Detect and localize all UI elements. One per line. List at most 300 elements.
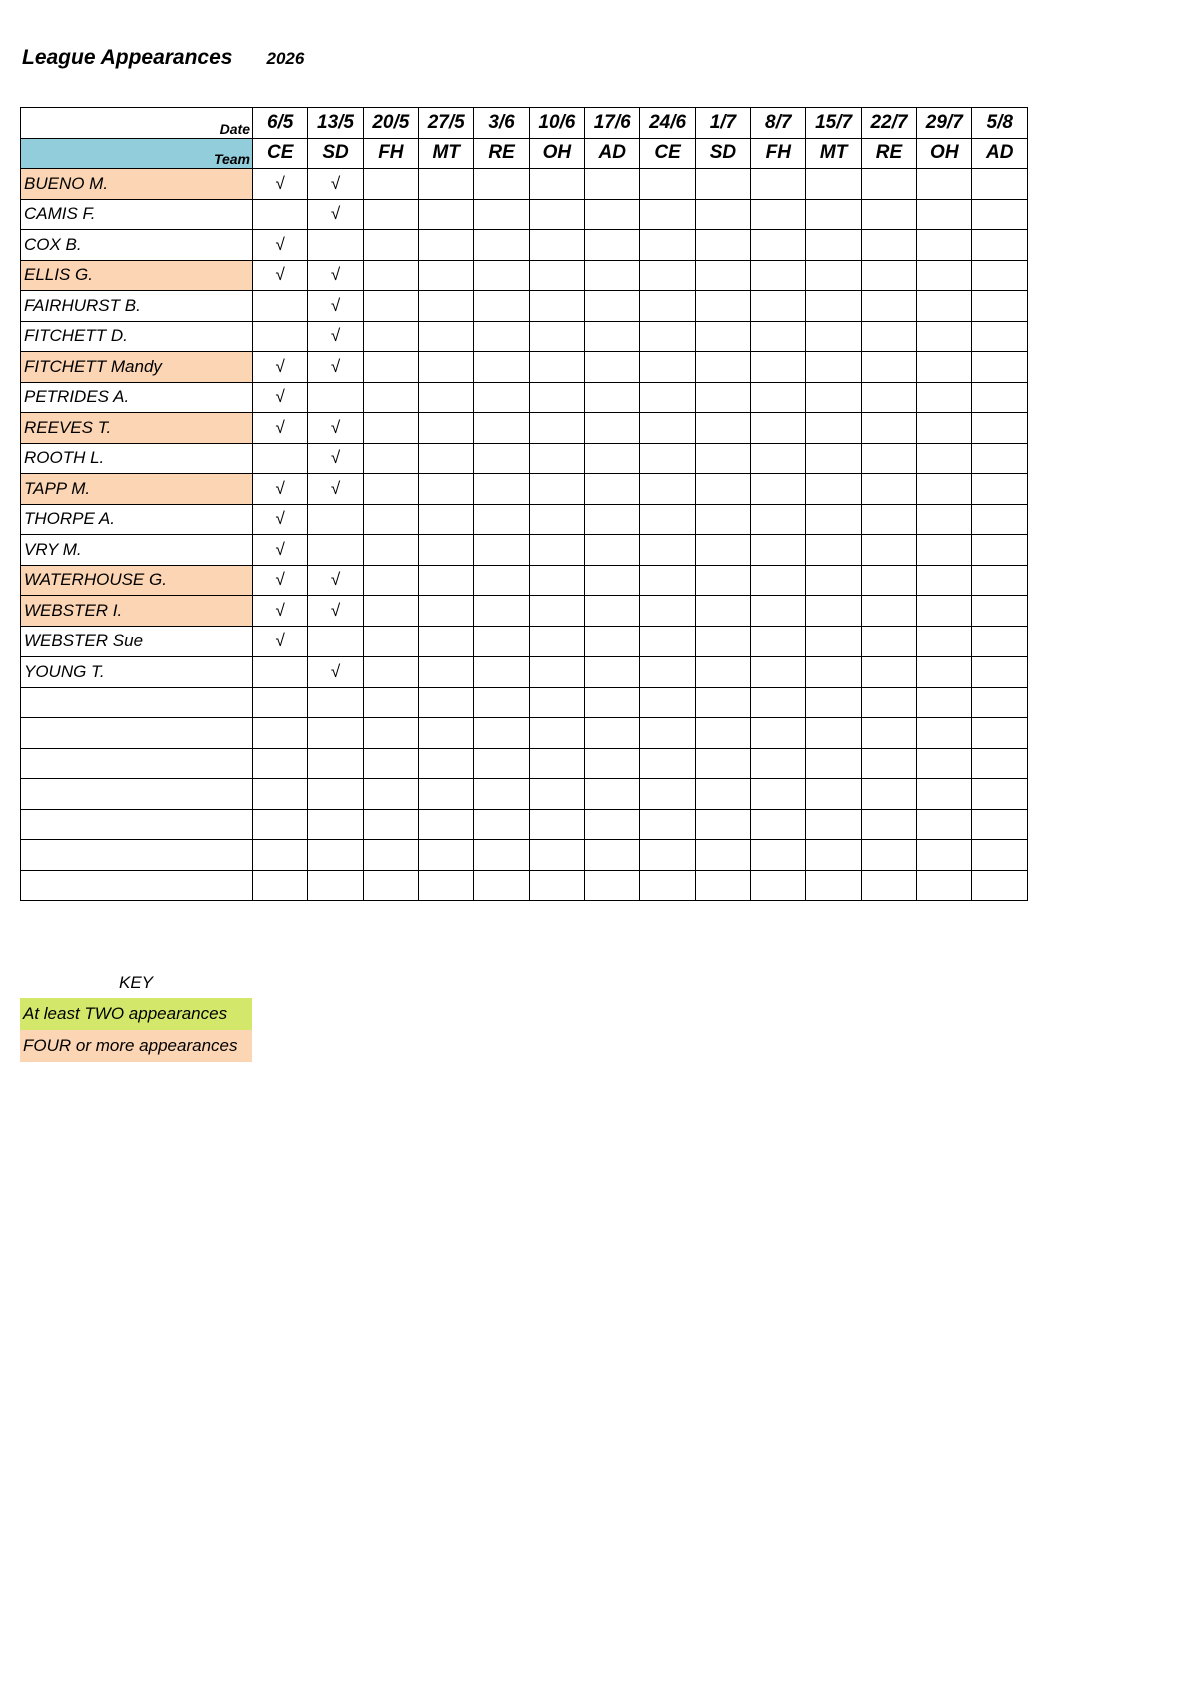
appearance-cell	[253, 687, 308, 718]
appearance-cell	[861, 169, 916, 200]
appearance-cell	[253, 840, 308, 871]
date-label: Date	[21, 108, 253, 139]
appearance-cell	[474, 199, 529, 230]
appearance-cell	[529, 657, 584, 688]
appearance-cell	[363, 504, 418, 535]
appearance-cell	[972, 535, 1028, 566]
appearance-cell	[474, 535, 529, 566]
appearance-cell	[253, 321, 308, 352]
appearance-cell	[474, 169, 529, 200]
appearance-cell	[695, 199, 750, 230]
player-name-cell	[21, 840, 253, 871]
player-name-cell	[21, 748, 253, 779]
appearance-cell	[363, 169, 418, 200]
date-header-cell: 15/7	[806, 108, 861, 139]
appearance-cell: √	[253, 382, 308, 413]
appearance-cell	[363, 687, 418, 718]
appearance-cell: √	[253, 535, 308, 566]
appearance-cell: √	[308, 321, 363, 352]
appearance-cell	[806, 474, 861, 505]
appearance-cell: √	[253, 474, 308, 505]
appearance-cell	[585, 596, 640, 627]
appearance-cell	[308, 687, 363, 718]
appearance-cell	[751, 504, 806, 535]
appearance-cell: √	[308, 352, 363, 383]
appearance-cell	[806, 687, 861, 718]
appearance-cell	[861, 779, 916, 810]
appearance-cell	[308, 748, 363, 779]
appearance-cell	[308, 870, 363, 901]
appearance-cell	[640, 169, 695, 200]
appearance-cell	[806, 443, 861, 474]
appearance-cell	[972, 687, 1028, 718]
key-item: FOUR or more appearances	[20, 1030, 252, 1062]
appearance-cell	[972, 870, 1028, 901]
appearance-cell	[861, 809, 916, 840]
appearance-cell	[917, 626, 972, 657]
title-bar	[22, 46, 304, 70]
appearance-cell	[585, 657, 640, 688]
appearance-cell	[585, 199, 640, 230]
appearance-cell	[474, 718, 529, 749]
date-header-cell: 22/7	[861, 108, 916, 139]
appearance-cell	[972, 718, 1028, 749]
appearance-cell	[806, 626, 861, 657]
appearance-cell: √	[308, 657, 363, 688]
appearance-cell	[861, 199, 916, 230]
appearance-cell	[751, 230, 806, 261]
appearance-cell: √	[253, 504, 308, 535]
season-year: 2026	[266, 49, 305, 68]
team-header-row	[21, 138, 1028, 169]
appearance-cell: √	[308, 291, 363, 322]
appearance-cell	[529, 382, 584, 413]
appearance-cell	[695, 230, 750, 261]
appearance-cell	[363, 565, 418, 596]
appearance-cell	[363, 352, 418, 383]
appearance-cell	[529, 718, 584, 749]
page-title: League Appearances	[22, 46, 233, 69]
appearance-cell	[751, 291, 806, 322]
appearance-cell	[917, 809, 972, 840]
appearance-cell: √	[308, 413, 363, 444]
appearance-cell	[917, 199, 972, 230]
player-row	[21, 809, 1028, 840]
player-name-cell: WEBSTER Sue	[21, 626, 253, 657]
appearance-cell	[751, 687, 806, 718]
team-header-cell: CE	[640, 138, 695, 169]
appearance-cell	[640, 687, 695, 718]
player-name-cell: FITCHETT Mandy	[21, 352, 253, 383]
appearance-cell	[695, 352, 750, 383]
appearance-cell	[419, 413, 474, 444]
appearance-cell	[972, 443, 1028, 474]
appearance-cell	[917, 352, 972, 383]
appearance-cell	[474, 260, 529, 291]
appearance-cell	[529, 565, 584, 596]
appearance-cell	[419, 504, 474, 535]
key-legend	[20, 968, 252, 1062]
player-row	[21, 840, 1028, 871]
appearance-cell	[861, 443, 916, 474]
player-row	[21, 779, 1028, 810]
team-header-cell: AD	[585, 138, 640, 169]
appearance-cell	[640, 809, 695, 840]
appearance-cell	[585, 718, 640, 749]
appearance-cell	[529, 199, 584, 230]
appearance-cell	[363, 474, 418, 505]
appearance-cell	[972, 260, 1028, 291]
appearance-cell: √	[253, 169, 308, 200]
player-row	[21, 687, 1028, 718]
team-header-cell: SD	[695, 138, 750, 169]
player-name-cell: FAIRHURST B.	[21, 291, 253, 322]
appearance-cell	[861, 260, 916, 291]
appearance-cell	[640, 779, 695, 810]
appearance-cell	[972, 504, 1028, 535]
appearance-cell	[695, 809, 750, 840]
appearance-cell	[529, 413, 584, 444]
appearance-cell	[861, 870, 916, 901]
appearance-cell	[529, 687, 584, 718]
appearance-cell	[419, 260, 474, 291]
appearance-cell: √	[253, 565, 308, 596]
appearance-cell	[972, 474, 1028, 505]
appearance-cell	[585, 779, 640, 810]
team-header-cell: FH	[363, 138, 418, 169]
appearance-cell	[585, 169, 640, 200]
appearance-cell	[751, 870, 806, 901]
appearance-cell	[363, 718, 418, 749]
appearance-cell	[529, 352, 584, 383]
appearance-cell	[529, 260, 584, 291]
appearance-cell	[695, 535, 750, 566]
appearance-cell	[917, 657, 972, 688]
appearance-cell	[419, 718, 474, 749]
appearance-cell	[806, 535, 861, 566]
appearance-cell	[751, 779, 806, 810]
appearance-cell: √	[308, 596, 363, 627]
player-name-cell: YOUNG T.	[21, 657, 253, 688]
player-row	[21, 535, 1028, 566]
appearance-cell	[585, 870, 640, 901]
player-row	[21, 199, 1028, 230]
appearance-cell	[972, 657, 1028, 688]
player-row	[21, 230, 1028, 261]
appearance-cell	[474, 779, 529, 810]
appearance-cell	[861, 748, 916, 779]
appearance-cell	[529, 779, 584, 810]
appearance-cell	[585, 535, 640, 566]
appearance-cell	[806, 779, 861, 810]
appearance-cell	[419, 199, 474, 230]
appearance-cell	[474, 321, 529, 352]
appearance-cell	[419, 840, 474, 871]
appearance-cell	[806, 413, 861, 444]
appearance-cell	[640, 504, 695, 535]
team-header-cell: AD	[972, 138, 1028, 169]
appearance-cell: √	[253, 596, 308, 627]
player-row	[21, 504, 1028, 535]
appearance-cell	[806, 199, 861, 230]
date-header-cell: 29/7	[917, 108, 972, 139]
appearance-cell	[363, 748, 418, 779]
appearance-cell	[640, 321, 695, 352]
team-header-cell: OH	[529, 138, 584, 169]
appearance-cell	[585, 443, 640, 474]
appearance-cell	[363, 657, 418, 688]
appearance-cell	[751, 626, 806, 657]
appearance-cell	[585, 291, 640, 322]
appearance-cell	[806, 352, 861, 383]
appearance-cell	[917, 504, 972, 535]
appearance-cell	[972, 809, 1028, 840]
appearance-cell	[363, 809, 418, 840]
player-name-cell: WEBSTER I.	[21, 596, 253, 627]
appearance-cell	[308, 626, 363, 657]
appearance-cell: √	[308, 260, 363, 291]
appearance-cell	[861, 596, 916, 627]
player-row	[21, 321, 1028, 352]
appearance-cell	[363, 199, 418, 230]
appearance-cell	[751, 321, 806, 352]
appearance-cell	[806, 718, 861, 749]
appearance-cell: √	[253, 413, 308, 444]
appearance-cell	[861, 474, 916, 505]
player-name-cell: TAPP M.	[21, 474, 253, 505]
team-header-cell: MT	[806, 138, 861, 169]
appearance-cell	[640, 474, 695, 505]
key-title: KEY	[118, 973, 154, 992]
appearance-cell	[695, 169, 750, 200]
appearance-cell	[861, 321, 916, 352]
appearance-cell	[419, 565, 474, 596]
appearance-cell: √	[308, 169, 363, 200]
appearance-cell	[917, 291, 972, 322]
appearance-cell	[695, 718, 750, 749]
appearance-cell	[308, 382, 363, 413]
appearance-cell	[253, 748, 308, 779]
date-header-cell: 24/6	[640, 108, 695, 139]
appearance-cell	[695, 779, 750, 810]
appearance-cell	[253, 870, 308, 901]
appearance-cell	[419, 870, 474, 901]
player-name-cell: PETRIDES A.	[21, 382, 253, 413]
appearance-cell	[806, 169, 861, 200]
appearance-cell	[363, 413, 418, 444]
appearance-cell	[419, 779, 474, 810]
appearance-cell	[419, 657, 474, 688]
appearance-cell	[253, 718, 308, 749]
appearance-cell	[640, 199, 695, 230]
appearance-cell	[529, 474, 584, 505]
appearance-cell	[695, 504, 750, 535]
player-row	[21, 474, 1028, 505]
appearance-cell	[861, 382, 916, 413]
appearance-cell	[308, 504, 363, 535]
date-header-cell: 17/6	[585, 108, 640, 139]
player-row	[21, 596, 1028, 627]
appearance-cell	[917, 779, 972, 810]
appearance-cell	[419, 687, 474, 718]
appearance-cell	[529, 870, 584, 901]
appearance-cell	[363, 779, 418, 810]
player-name-cell: FITCHETT D.	[21, 321, 253, 352]
appearance-cell	[308, 718, 363, 749]
appearance-cell	[640, 626, 695, 657]
appearance-cell	[695, 870, 750, 901]
appearance-cell	[419, 321, 474, 352]
appearance-cell	[806, 260, 861, 291]
appearance-cell	[363, 443, 418, 474]
appearance-cell	[751, 840, 806, 871]
appearance-cell	[972, 748, 1028, 779]
player-name-cell: THORPE A.	[21, 504, 253, 535]
appearance-cell	[751, 443, 806, 474]
player-row	[21, 260, 1028, 291]
appearance-cell	[861, 230, 916, 261]
appearance-cell	[751, 199, 806, 230]
player-row	[21, 413, 1028, 444]
appearance-cell	[585, 565, 640, 596]
appearance-cell	[972, 565, 1028, 596]
team-header-cell: RE	[474, 138, 529, 169]
appearance-cell: √	[308, 443, 363, 474]
appearance-cell	[363, 260, 418, 291]
appearance-cell	[806, 504, 861, 535]
appearance-cell	[861, 413, 916, 444]
appearance-cell	[695, 687, 750, 718]
appearance-cell	[972, 382, 1028, 413]
team-header-cell: CE	[253, 138, 308, 169]
appearance-cell	[529, 809, 584, 840]
player-name-cell	[21, 718, 253, 749]
appearance-cell	[474, 413, 529, 444]
appearance-cell	[363, 596, 418, 627]
player-row	[21, 291, 1028, 322]
appearance-cell	[861, 718, 916, 749]
appearance-cell	[529, 321, 584, 352]
date-header-cell: 8/7	[751, 108, 806, 139]
appearance-cell	[751, 474, 806, 505]
appearance-cell	[585, 626, 640, 657]
date-header-cell: 6/5	[253, 108, 308, 139]
appearance-cell	[474, 626, 529, 657]
player-name-cell: CAMIS F.	[21, 199, 253, 230]
appearance-cell	[695, 321, 750, 352]
date-header-cell: 1/7	[695, 108, 750, 139]
appearance-cell: √	[253, 260, 308, 291]
appearance-cell	[861, 535, 916, 566]
appearance-cell	[419, 443, 474, 474]
appearance-cell	[751, 535, 806, 566]
appearance-cell	[972, 840, 1028, 871]
appearance-cell	[806, 291, 861, 322]
appearance-cell	[751, 260, 806, 291]
appearance-cell	[640, 657, 695, 688]
team-label: Team	[21, 138, 253, 169]
appearance-cell	[751, 748, 806, 779]
appearance-cell	[695, 291, 750, 322]
player-name-cell: ELLIS G.	[21, 260, 253, 291]
appearance-cell	[972, 413, 1028, 444]
date-header-cell: 20/5	[363, 108, 418, 139]
appearance-cell	[308, 840, 363, 871]
player-row	[21, 748, 1028, 779]
appearance-cell	[917, 870, 972, 901]
appearance-cell	[474, 474, 529, 505]
appearance-cell	[253, 779, 308, 810]
date-header-cell: 10/6	[529, 108, 584, 139]
appearance-cell	[751, 657, 806, 688]
appearance-cell: √	[308, 199, 363, 230]
appearance-cell	[640, 870, 695, 901]
appearance-cell	[474, 748, 529, 779]
appearance-cell	[585, 474, 640, 505]
appearance-cell	[529, 169, 584, 200]
appearance-cell	[751, 413, 806, 444]
team-header-cell: MT	[419, 138, 474, 169]
appearance-cell	[253, 199, 308, 230]
appearance-cell	[363, 626, 418, 657]
appearance-cell: √	[308, 565, 363, 596]
appearance-cell	[474, 657, 529, 688]
appearance-cell	[695, 382, 750, 413]
player-row	[21, 169, 1028, 200]
appearance-cell	[695, 413, 750, 444]
date-header-cell: 13/5	[308, 108, 363, 139]
appearance-cell	[972, 321, 1028, 352]
key-item: At least TWO appearances	[20, 998, 252, 1030]
player-name-cell: BUENO M.	[21, 169, 253, 200]
player-name-cell	[21, 687, 253, 718]
appearance-cell	[806, 748, 861, 779]
appearance-cell	[585, 230, 640, 261]
appearance-cell: √	[253, 626, 308, 657]
appearance-cell	[585, 748, 640, 779]
appearance-cell	[861, 291, 916, 322]
appearance-cell	[640, 596, 695, 627]
appearance-cell	[529, 748, 584, 779]
appearance-cell	[419, 748, 474, 779]
appearance-cell	[474, 687, 529, 718]
appearance-cell	[308, 779, 363, 810]
appearance-cell	[806, 565, 861, 596]
appearance-cell	[972, 626, 1028, 657]
appearance-cell	[640, 748, 695, 779]
appearance-cell	[474, 565, 529, 596]
appearance-cell	[474, 596, 529, 627]
appearance-cell	[861, 352, 916, 383]
appearance-cell	[529, 504, 584, 535]
date-header-cell: 5/8	[972, 108, 1028, 139]
date-header-cell: 3/6	[474, 108, 529, 139]
appearance-cell	[585, 260, 640, 291]
appearance-cell	[861, 626, 916, 657]
team-header-cell: FH	[751, 138, 806, 169]
team-header-cell: SD	[308, 138, 363, 169]
appearance-cell	[529, 291, 584, 322]
appearance-cell	[751, 718, 806, 749]
appearance-cell	[695, 596, 750, 627]
appearance-cell	[695, 474, 750, 505]
appearance-cell	[751, 382, 806, 413]
appearance-cell	[917, 413, 972, 444]
appearance-cell	[529, 596, 584, 627]
appearance-cell	[695, 657, 750, 688]
appearance-cell	[695, 565, 750, 596]
appearance-cell	[861, 504, 916, 535]
